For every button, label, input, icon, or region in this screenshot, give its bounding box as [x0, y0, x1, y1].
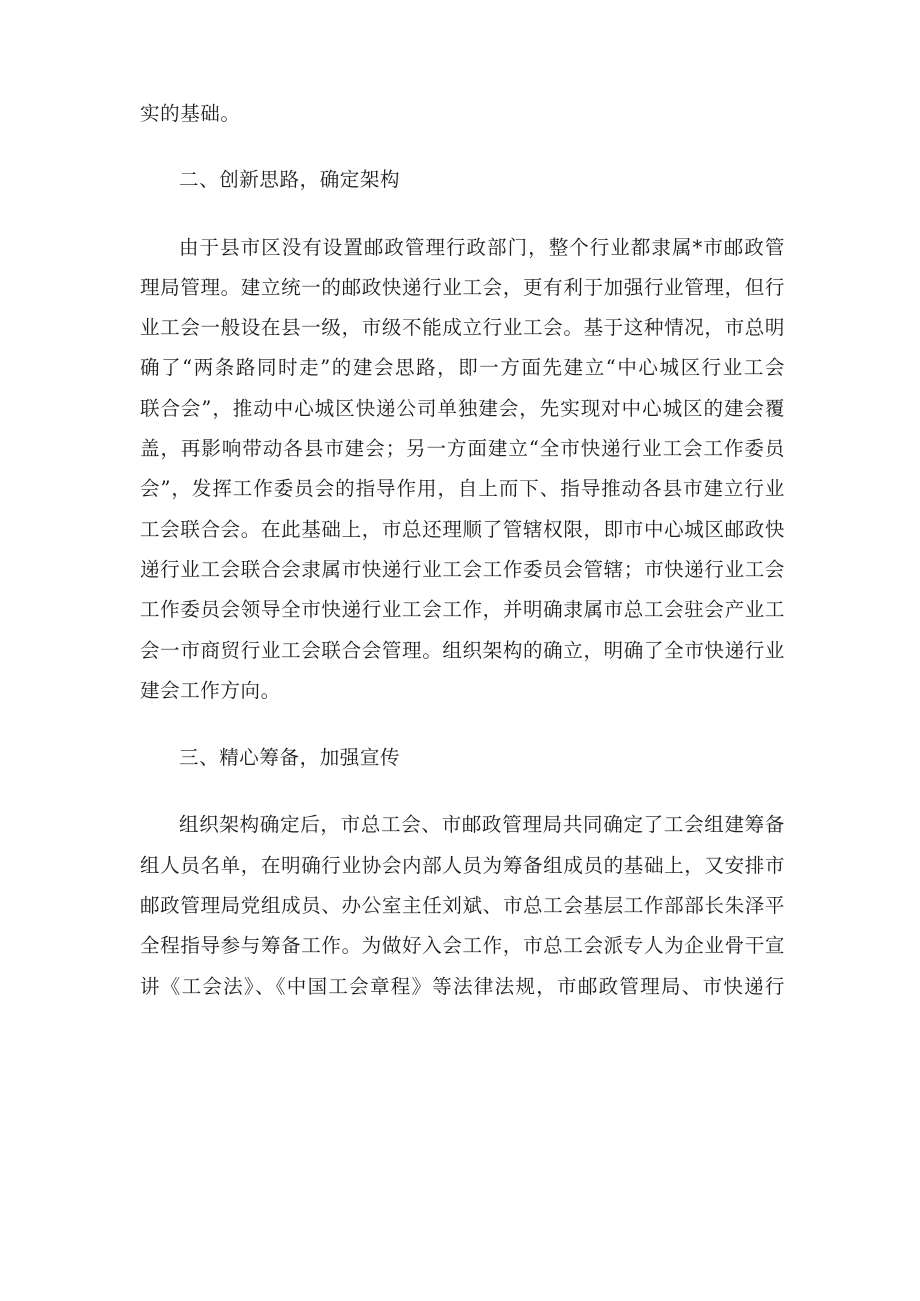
text-line: 业工会一般设在县一级，市级不能成立行业工会。基于这种情况，市总明 [140, 316, 785, 340]
text-line: 递行业工会联合会隶属市快递行业工会工作委员会管辖；市快递行业工会 [140, 557, 785, 581]
text-line: 会一市商贸行业工会联合会管理。组织架构的确立，明确了全市快递行业 [140, 638, 785, 662]
text-line: 邮政管理局党组成员、办公室主任刘斌、市总工会基层工作部部长朱泽平 [140, 894, 785, 918]
text-line: 确了“两条路同时走”的建会思路，即一方面先建立“中心城区行业工会 [140, 356, 785, 380]
text-line: 理局管理。建立统一的邮政快递行业工会，更有利于加强行业管理，但行 [140, 275, 785, 299]
document-body [140, 94, 785, 1007]
text-line: 工会联合会。在此基础上，市总还理顺了管辖权限，即市中心城区邮政快 [140, 517, 785, 541]
text-line: 由于县市区没有设置邮政管理行政部门，整个行业都隶属*市邮政管 [179, 235, 785, 259]
section-heading-3: 三、精心筹备，加强宣传 [179, 746, 401, 770]
text-line: 会”，发挥工作委员会的指导作用，自上而下、指导推动各县市建立行业 [140, 477, 785, 501]
text-line: 联合会”，推动中心城区快递公司单独建会，先实现对中心城区的建会覆 [140, 396, 785, 420]
section-heading-2: 二、创新思路，确定架构 [179, 168, 401, 192]
text-line: 全程指导参与筹备工作。为做好入会工作，市总工会派专人为企业骨干宣 [140, 934, 785, 958]
text-line: 讲《工会法》、《中国工会章程》等法律法规，市邮政管理局、市快递行 [140, 974, 785, 998]
paragraph-tail: 实的基础。 [140, 102, 241, 125]
section-2-paragraph [140, 228, 785, 712]
text-line: 盖，再影响带动各县市建会；另一方面建立“全市快递行业工会工作委员 [140, 437, 785, 461]
text-line: 建会工作方向。 [140, 678, 281, 702]
text-line: 组人员名单，在明确行业协会内部人员为筹备组成员的基础上，又安排市 [140, 853, 785, 877]
text-line: 组织架构确定后，市总工会、市邮政管理局共同确定了工会组建筹备 [179, 813, 785, 837]
section-3-paragraph [140, 805, 785, 1006]
text-line: 工作委员会领导全市快递行业工会工作，并明确隶属市总工会驻会产业工 [140, 598, 785, 622]
